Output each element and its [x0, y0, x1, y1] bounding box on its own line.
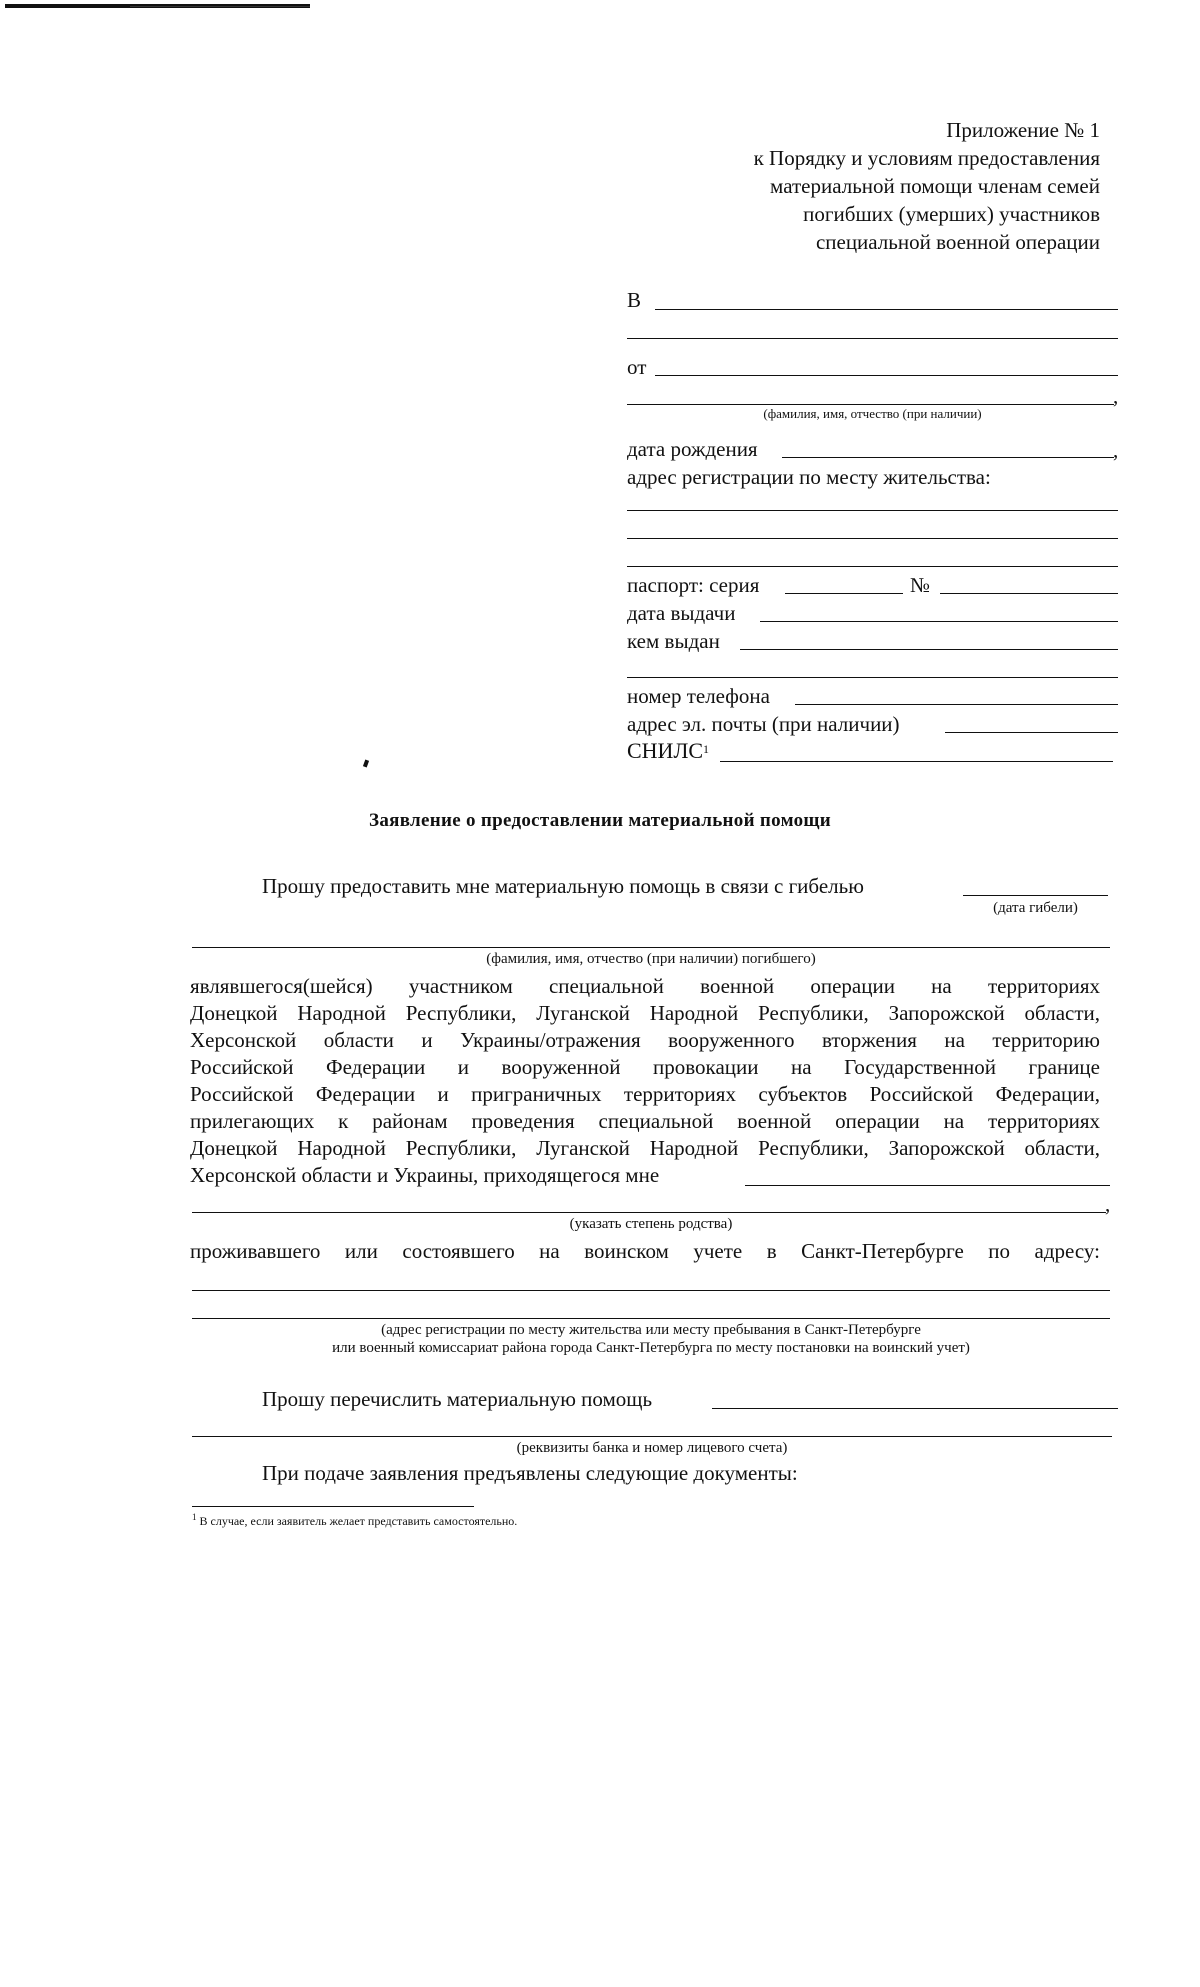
bank-field-line-2[interactable] [192, 1436, 1112, 1437]
death-date-field-line[interactable] [963, 895, 1108, 896]
kinship-field-line-2[interactable] [192, 1212, 1106, 1213]
body-line: являвшегося(шейся) участником специальной военной операции на территориях [190, 974, 1100, 998]
address-label: адрес регистрации по месту жительства: [627, 465, 991, 489]
snils-field-line[interactable] [720, 761, 1113, 762]
to-field-line-2[interactable] [627, 338, 1118, 339]
transfer-line: Прошу перечислить материальную помощь [262, 1387, 653, 1411]
fio-note: (фамилия, имя, отчество (при наличии) [763, 406, 982, 421]
body-line: Российской Федерации и приграничных территориях субъектов Российской Федерации, [190, 1082, 1100, 1106]
passport-number-label: № [910, 573, 931, 597]
birth-date-comma: , [1113, 438, 1119, 462]
address-field-line-1[interactable] [627, 510, 1118, 511]
bank-note: (реквизиты банка и номер лицевого счета) [516, 1440, 788, 1456]
body-line: Херсонской области и Украины/отражения вооруженного вторжения на территорию [190, 1028, 1100, 1052]
address-note-2: или военный комиссариат района города Санкт-Петербурга по месту постановки на воинский учет) [332, 1340, 970, 1356]
appendix-line: Приложение № 1 [946, 118, 1100, 142]
appendix-line: к Порядку и условиям предоставления [753, 146, 1100, 170]
email-label: адрес эл. почты (при наличии) [627, 712, 900, 736]
address-note-1: (адрес регистрации по месту жительства или месту пребывания в Санкт-Петербурге [381, 1322, 921, 1338]
to-field-line[interactable] [655, 309, 1118, 310]
passport-number-field-line[interactable] [940, 593, 1118, 594]
from-field-line-2[interactable] [627, 404, 1114, 405]
kinship-field-line[interactable] [745, 1185, 1110, 1186]
kinship-note: (указать степень родства) [569, 1216, 733, 1232]
body-line: Донецкой Народной Республики, Луганской Народной Республики, Запорожской области, [190, 1001, 1100, 1025]
from-comma: , [1113, 384, 1119, 408]
appendix-header [500, 116, 1100, 256]
deceased-fio-field-line[interactable] [192, 947, 1110, 948]
deceased-fio-note: (фамилия, имя, отчество (при наличии) погибшего) [486, 951, 816, 967]
scan-top-rule-thin [130, 6, 310, 7]
appendix-line: специальной военной операции [815, 230, 1100, 254]
issue-date-label: дата выдачи [627, 601, 736, 625]
phone-label: номер телефона [627, 684, 770, 708]
scan-artifact-mark [363, 760, 369, 768]
passport-series-label: паспорт: серия [627, 573, 760, 597]
birth-date-field-line[interactable] [782, 457, 1114, 458]
issue-date-field-line[interactable] [760, 621, 1118, 622]
kinship-comma: , [1105, 1192, 1111, 1216]
documents-line: При подаче заявления предъявлены следующие документы: [262, 1461, 798, 1485]
snils-text: СНИЛС [627, 738, 704, 763]
body-line: Российской Федерации и вооруженной провокации на Государственной границе [190, 1055, 1100, 1079]
issued-by-label: кем выдан [627, 629, 720, 653]
snils-footnote-mark: 1 [703, 742, 710, 756]
issued-by-field-line-2[interactable] [627, 677, 1118, 678]
phone-field-line[interactable] [795, 704, 1118, 705]
residence-address-field-line-2[interactable] [192, 1318, 1110, 1319]
from-field-line[interactable] [655, 375, 1118, 376]
residence-line: проживавшего или состоявшего на воинском учете в Санкт-Петербурге по адресу: [190, 1239, 1100, 1263]
appendix-line: погибших (умерших) участников [803, 202, 1100, 226]
footnote-mark: 1 [192, 1512, 197, 1522]
appendix-line: материальной помощи членам семей [770, 174, 1100, 198]
footnote-text: В случае, если заявитель желает представить самостоятельно. [199, 1514, 518, 1528]
request-line: Прошу предоставить мне материальную помощь в связи с гибелью [262, 874, 864, 898]
body-line: прилегающих к районам проведения специальной военной операции на территориях [190, 1109, 1100, 1133]
email-field-line[interactable] [945, 732, 1118, 733]
address-field-line-2[interactable] [627, 538, 1118, 539]
death-date-note: (дата гибели) [993, 900, 1078, 916]
snils-label [627, 739, 709, 763]
bank-field-line[interactable] [712, 1408, 1118, 1409]
passport-series-field-line[interactable] [785, 593, 903, 594]
issued-by-field-line[interactable] [740, 649, 1118, 650]
body-line-last: Херсонской области и Украины, приходящегося мне [190, 1163, 660, 1187]
from-label: от [627, 355, 647, 379]
address-field-line-3[interactable] [627, 566, 1118, 567]
birth-date-label: дата рождения [627, 437, 758, 461]
statement-title: Заявление о предоставлении материальной помощи [369, 810, 831, 831]
body-line: Донецкой Народной Республики, Луганской Народной Республики, Запорожской области, [190, 1136, 1100, 1160]
footnote [192, 1514, 517, 1529]
residence-address-field-line-1[interactable] [192, 1290, 1110, 1291]
footnote-rule [192, 1506, 474, 1507]
to-label: В [627, 288, 642, 312]
